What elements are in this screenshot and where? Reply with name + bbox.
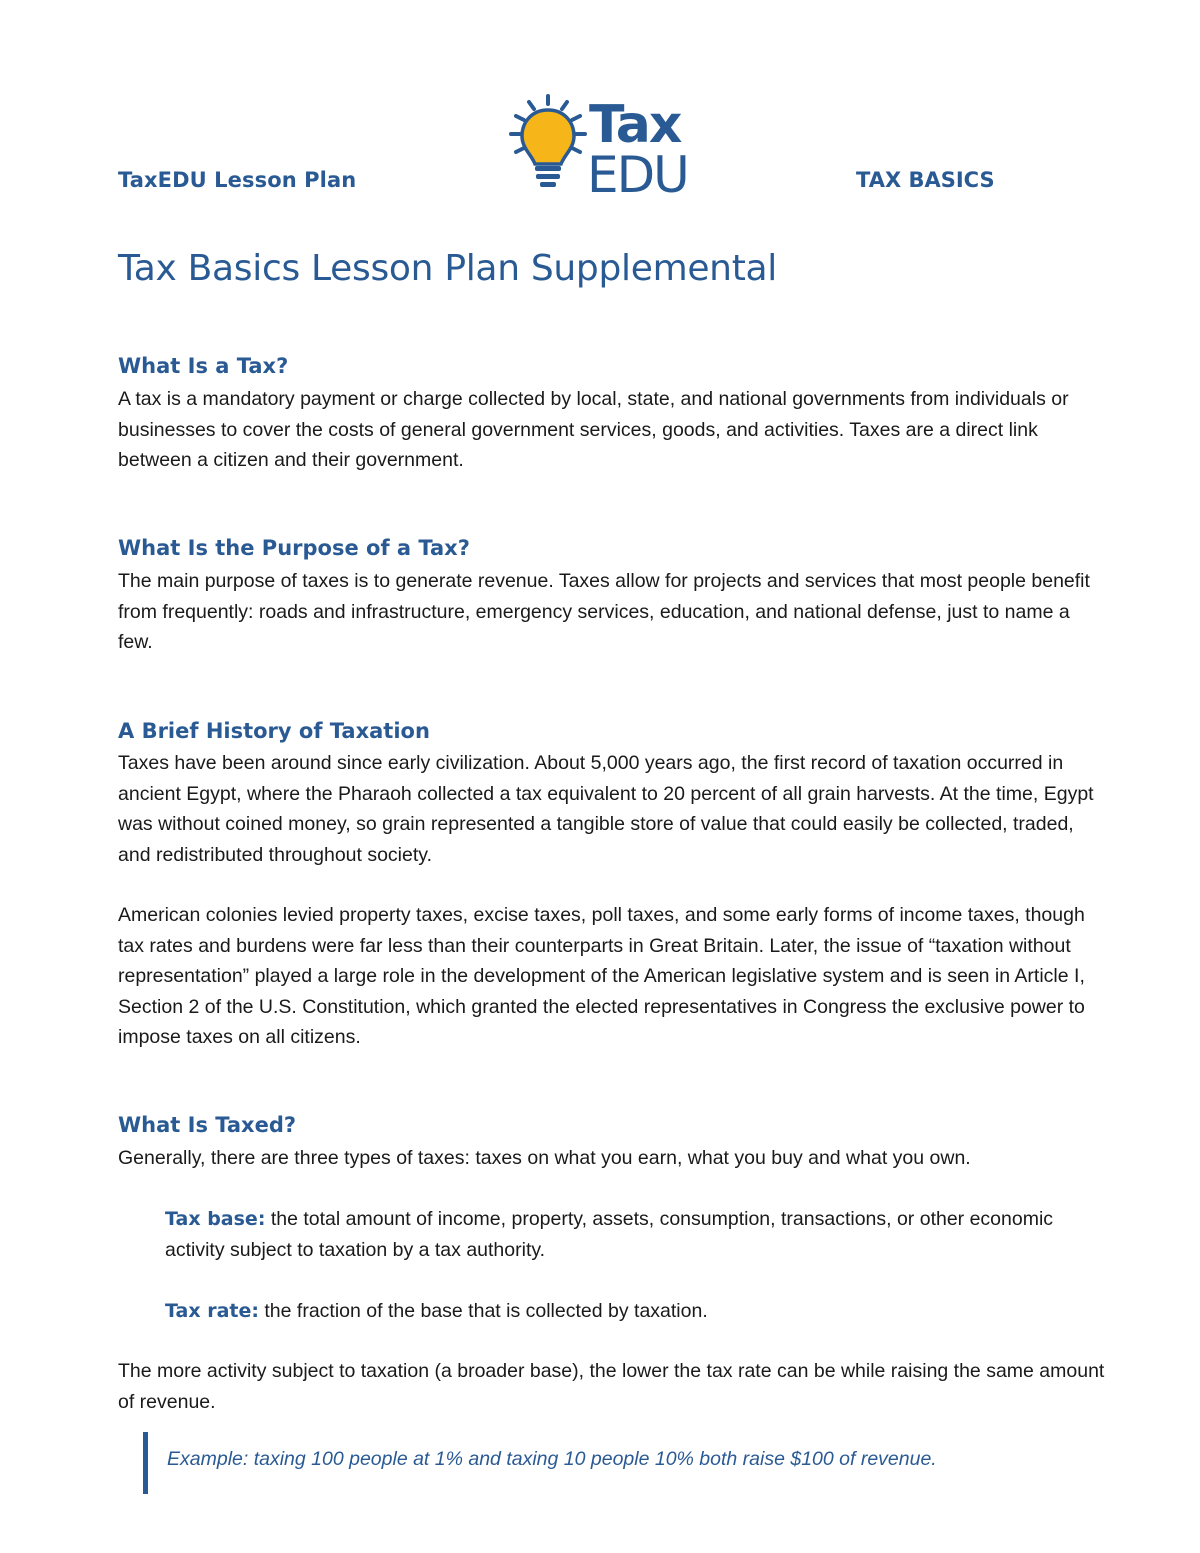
header-right-label: TAX BASICS <box>856 168 995 192</box>
header-left-label: TaxEDU Lesson Plan <box>118 168 357 192</box>
section-paragraph: Generally, there are three types of taxes: taxes on what you earn, what you buy and what you own. <box>118 1147 971 1169</box>
page-title: Tax Basics Lesson Plan Supplemental <box>118 248 777 289</box>
definition-text: the total amount of income, property, assets, consumption, transactions, or other economic activity subject to taxation by a tax authority. <box>165 1208 1054 1261</box>
section-heading-history: A Brief History of Taxation <box>118 719 430 743</box>
section-closing-paragraph: The more activity subject to taxation (a broader base), the lower the tax rate can be while raising the same amount of revenue. <box>118 1360 1105 1413</box>
section-paragraph: American colonies levied property taxes, excise taxes, poll taxes, and some early forms of income taxes, though tax rates and burdens were far less than their counterparts in Great Britain. Later, the issue of “taxation without representation” played a large role in the development of the American legislative system and is seen in Article I, Section 2 of the U.S. Constitution, which granted the elected representatives in Congress the exclusive power to impose taxes on all citizens. <box>118 904 1085 1048</box>
section-paragraph: A tax is a mandatory payment or charge collected by local, state, and national governments from individuals or businesses to cover the costs of general government services, goods, and activities. Taxes are a direct link between a citizen and their government. <box>118 388 1069 471</box>
example-callout: Example: taxing 100 people at 1% and taxing 10 people 10% both raise $100 of revenue. <box>167 1448 937 1470</box>
logo-text-top: Tax <box>589 95 681 155</box>
section-heading-purpose: What Is the Purpose of a Tax? <box>118 536 470 560</box>
definition-tax-base <box>165 1204 1095 1265</box>
logo-text-bottom: EDU <box>587 146 688 198</box>
definition-term: Tax rate: <box>165 1300 259 1322</box>
section-paragraph: Taxes have been around since early civilization. About 5,000 years ago, the first record of taxation occurred in ancient Egypt, where the Pharaoh collected a tax equivalent to 20 percent of all grain harvests. At the time, Egypt was without coined money, so grain represented a tangible store of value that could easily be collected, traded, and redistributed throughout society. <box>118 752 1094 866</box>
taxedu-logo <box>503 88 703 198</box>
section-heading-what-is-taxed: What Is Taxed? <box>118 1113 297 1137</box>
definition-term: Tax base: <box>165 1208 266 1230</box>
definition-tax-rate <box>165 1296 1095 1327</box>
section-paragraph: The main purpose of taxes is to generate revenue. Taxes allow for projects and services that most people benefit from frequently: roads and infrastructure, emergency services, education, and national defense, just to name a few. <box>118 570 1090 653</box>
lightbulb-icon <box>503 88 703 198</box>
definition-text: the fraction of the base that is collected by taxation. <box>258 1300 708 1322</box>
section-heading-what-is-a-tax: What Is a Tax? <box>118 354 289 378</box>
blockquote-bar <box>143 1432 148 1494</box>
